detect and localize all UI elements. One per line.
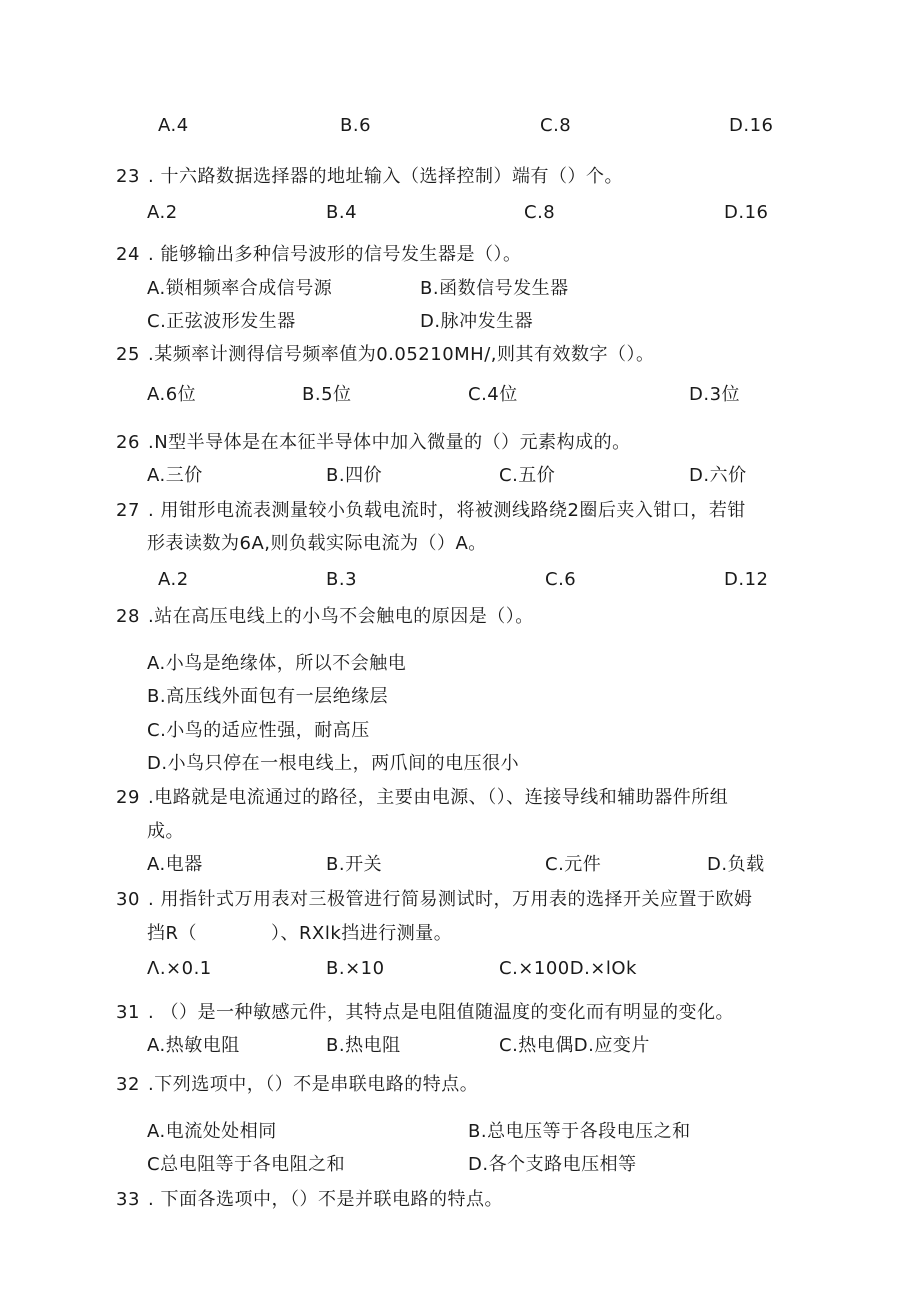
text-line: 25	[116, 344, 140, 365]
text-line: C.热电偶D.应变片	[499, 1035, 650, 1056]
text-line: C.正弦波形发生器	[147, 311, 296, 332]
text-line: D.负载	[707, 854, 765, 875]
text-line: 32	[116, 1074, 140, 1095]
text-line: D.小鸟只停在一根电线上，两爪间的电压很小	[147, 753, 520, 774]
text-line: A.三价	[147, 465, 203, 486]
text-line: A.热敏电阻	[147, 1035, 240, 1056]
text-line: . （）是一种敏感元件，其特点是电阻值随温度的变化而有明显的变化。	[148, 1002, 734, 1023]
text-line: C.五价	[499, 465, 556, 486]
text-line: B.5位	[302, 384, 352, 405]
text-line: 成。	[147, 821, 184, 842]
text-line: C.元件	[545, 854, 602, 875]
text-line: C.8	[540, 115, 572, 136]
text-line: A.2	[158, 569, 189, 590]
text-line: 挡R（ ）、RXlk挡进行测量。	[147, 923, 453, 944]
text-line: B.高压线外面包有一层绝缘层	[147, 686, 389, 707]
text-line: . 能够输出多种信号波形的信号发生器是（）。	[148, 244, 522, 265]
text-line: A.2	[147, 202, 178, 223]
text-line: C.8	[524, 202, 556, 223]
text-line: 30	[116, 889, 140, 910]
text-line: A.6位	[147, 384, 197, 405]
text-line: 23	[116, 166, 140, 187]
text-line: C总电阻等于各电阻之和	[147, 1154, 346, 1175]
text-line: C.6	[545, 569, 577, 590]
text-line: A.小鸟是绝缘体，所以不会触电	[147, 653, 407, 674]
text-line: 24	[116, 244, 140, 265]
text-line: A.4	[158, 115, 189, 136]
text-line: .N型半导体是在本征半导体中加入微量的（）元素构成的。	[148, 432, 631, 453]
text-line: . 十六路数据选择器的地址输入（选择控制）端有（）个。	[148, 166, 623, 187]
text-line: A.电器	[147, 854, 203, 875]
text-line: B.3	[326, 569, 358, 590]
text-line: B.×10	[326, 958, 385, 979]
text-line: C.4位	[468, 384, 518, 405]
text-line: D.脉冲发生器	[420, 311, 534, 332]
text-line: . 用指针式万用表对三极管进行简易测试时，万用表的选择开关应置于欧姆	[148, 889, 753, 910]
text-line: D.六价	[689, 465, 747, 486]
text-line: B.4	[326, 202, 358, 223]
text-line: Λ.×0.1	[147, 958, 212, 979]
text-line: 29	[116, 787, 140, 808]
text-line: B.热电阻	[326, 1035, 401, 1056]
text-line: A.锁相频率合成信号源	[147, 278, 333, 299]
text-line: D.各个支路电压相等	[468, 1154, 637, 1175]
text-line: 形表读数为6A,则负载实际电流为（）A。	[147, 533, 487, 554]
text-line: . 用钳形电流表测量较小负载电流时，将被测线路绕2圈后夹入钳口，若钳	[148, 500, 746, 521]
text-line: D.16	[724, 202, 769, 223]
text-line: . 下面各选项中，（）不是并联电路的特点。	[148, 1189, 503, 1210]
text-line: 27	[116, 500, 140, 521]
text-line: .某频率计测得信号频率值为0.05210MH/,则其有效数字（）。	[148, 344, 655, 365]
text-line: C.小鸟的适应性强，耐高压	[147, 720, 370, 741]
text-line: B.四价	[326, 465, 383, 486]
text-line: 26	[116, 432, 140, 453]
text-line: C.×100D.×lOk	[499, 958, 637, 979]
text-line: D.12	[724, 569, 769, 590]
text-line: A.电流处处相同	[147, 1121, 277, 1142]
text-line: 28	[116, 606, 140, 627]
text-line: .下列选项中，（）不是串联电路的特点。	[148, 1074, 479, 1095]
text-line: 33	[116, 1189, 140, 1210]
text-line: B.总电压等于各段电压之和	[468, 1121, 691, 1142]
text-line: .电路就是电流通过的路径，主要由电源、（）、连接导线和辅助器件所组	[148, 787, 729, 808]
text-line: B.函数信号发生器	[420, 278, 569, 299]
text-line: B.6	[340, 115, 372, 136]
text-line: .站在高压电线上的小鸟不会触电的原因是（）。	[148, 606, 534, 627]
text-line: 31	[116, 1002, 140, 1023]
text-line: B.开关	[326, 854, 383, 875]
text-line: D.3位	[689, 384, 741, 405]
text-line: D.16	[729, 115, 774, 136]
